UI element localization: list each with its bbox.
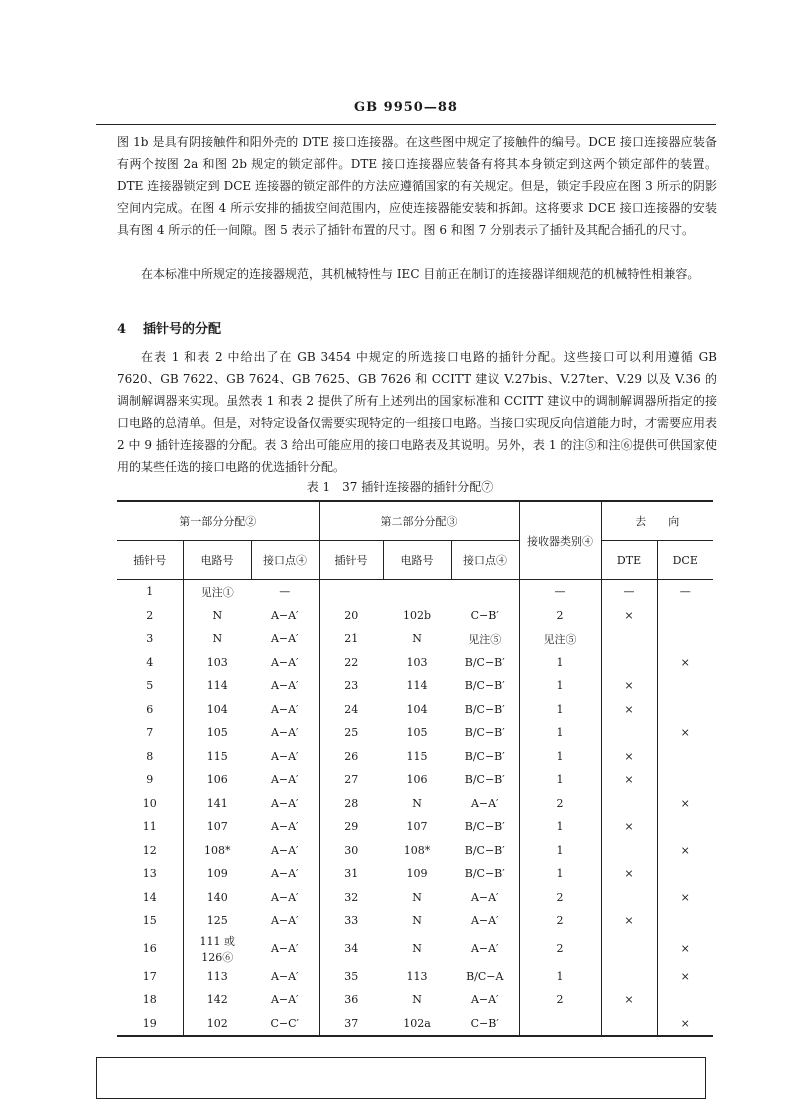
table-cell: N (412, 942, 422, 955)
group2-header: 第二部分分配③ (319, 501, 519, 541)
table-cell: 1 (519, 745, 601, 769)
table-cell: 21 (319, 627, 383, 651)
table-row (117, 721, 713, 745)
table-cell: 114 (183, 674, 251, 698)
table-cell: 1 (519, 768, 601, 792)
table-cell: 16 (142, 942, 157, 955)
table-cell: 102b (402, 608, 432, 622)
bottom-frame (96, 1057, 706, 1099)
table-cell: A−A′ (270, 726, 299, 740)
table-cell: 4 (146, 655, 154, 669)
receiver-class-header: 接收器类别④ (519, 501, 601, 580)
table-cell: C−C′ (270, 1016, 300, 1030)
table-cell (601, 965, 657, 989)
table-cell (657, 604, 713, 628)
table-cell: B/C−B′ (464, 679, 505, 693)
table-cell: A−A′ (470, 993, 499, 1007)
col-pin-1: 插针号 (133, 554, 167, 567)
table-cell: 2 (519, 604, 601, 628)
table-cell: × (601, 988, 657, 1012)
col-circuit-1: 电路号 (183, 541, 251, 580)
table-cell: 2 (146, 608, 154, 622)
table-cell: 1 (146, 585, 154, 599)
table-cell: × (601, 604, 657, 628)
table-cell: B/C−B′ (464, 820, 505, 834)
table-cell: A−A′ (470, 942, 499, 955)
table-cell: × (601, 674, 657, 698)
table-cell: 28 (319, 792, 383, 816)
table-cell: 103 (183, 651, 251, 675)
table-cell: B/C−B′ (464, 867, 505, 881)
table-cell: 142 (183, 988, 251, 1012)
table-row (117, 933, 713, 965)
table-cell: × (657, 839, 713, 863)
table-cell: 29 (319, 815, 383, 839)
paragraph-connector-locking: 图 1b 是具有阴接触件和阳外壳的 DTE 接口连接器。在这些图中规定了接触件的编号。DCE 接口连接器应装备有两个按图 2a 和图 2b 规定的锁定部件。DTE 接口连接器应装备有将其本身锁定到这两个锁定部件的装置。DTE 连接器锁定到 DCE 连接器的锁定部件的方法应遵循国家的有关规定。但是，锁定手段应在图 3 所示的阴影空间内完成。在图 4 所示安排的插拔空间范围内，应使连接器能安装和拆卸。这将要求 DCE 接口连接器的安装具有图 4 所示的任一间隙。图 5 表示了插针布置的尺寸。图 6 和图 7 分别表示了插针及其配合插孔的尺寸。 (117, 135, 717, 237)
table-cell: N (183, 604, 251, 628)
table-cell (601, 839, 657, 863)
table-cell: × (601, 862, 657, 886)
table-cell: 1 (519, 721, 601, 745)
table-cell: — (657, 580, 713, 604)
table-cell: 1 (519, 651, 601, 675)
table-cell (657, 627, 713, 651)
table-cell: 23 (319, 674, 383, 698)
table-cell (657, 862, 713, 886)
table-cell (601, 721, 657, 745)
table-cell (657, 674, 713, 698)
page-header-code: GB 9950—88 (354, 100, 458, 115)
table-cell: 113 (406, 969, 428, 983)
table-cell: 1 (519, 698, 601, 722)
table-cell: A−A′ (270, 796, 299, 810)
col-dte: DTE (601, 541, 657, 580)
table-cell: 36 (319, 988, 383, 1012)
table-cell (601, 1012, 657, 1037)
table-cell: 14 (142, 890, 157, 904)
table-cell: A−A′ (270, 820, 299, 834)
table-cell: A−A′ (270, 993, 299, 1007)
table-cell: N (412, 796, 422, 810)
table-cell: 2 (519, 886, 601, 910)
table-cell: 106 (406, 773, 428, 787)
direction-header: 去 向 (601, 501, 713, 541)
table-cell: × (601, 745, 657, 769)
table-cell: A−A′ (270, 914, 299, 928)
table-cell (601, 792, 657, 816)
table-cell: × (601, 698, 657, 722)
table-cell: 114 (406, 679, 428, 693)
table-row (117, 909, 713, 933)
table-cell: 1 (519, 815, 601, 839)
table-cell: × (601, 768, 657, 792)
table-row (117, 862, 713, 886)
table-cell (601, 651, 657, 675)
table-cell: N (183, 627, 251, 651)
table-cell: 19 (142, 1016, 157, 1030)
table-cell: 2 (519, 792, 601, 816)
table-cell: — (519, 580, 601, 604)
table-cell (657, 745, 713, 769)
table-cell: B/C−B′ (464, 749, 505, 763)
table-cell: 140 (183, 886, 251, 910)
table-cell: 125 (183, 909, 251, 933)
table-cell: 105 (183, 721, 251, 745)
table-cell: 9 (146, 773, 154, 787)
table-cell: 见注⑤ (468, 632, 502, 646)
table-cell: N (412, 914, 422, 928)
table-cell (601, 627, 657, 651)
table-cell: × (657, 933, 713, 965)
table-cell: 31 (319, 862, 383, 886)
table-cell: C−B′ (470, 608, 499, 622)
group1-header: 第一部分分配② (117, 501, 319, 541)
table-cell (657, 698, 713, 722)
table-cell: 108* (183, 839, 251, 863)
table-cell: A−A′ (270, 749, 299, 763)
table-row (117, 651, 713, 675)
table-row (117, 988, 713, 1012)
table-cell: 105 (406, 726, 428, 740)
paragraph-iec-compat: 在本标准中所规定的连接器规范，其机械特性与 IEC 目前正在制订的连接器详细规范的机械特性相兼容。 (141, 267, 700, 281)
table-cell: A−A′ (270, 608, 299, 622)
table-cell: × (657, 721, 713, 745)
table-cell: A−A′ (270, 632, 299, 646)
table-row (117, 745, 713, 769)
table-row (117, 768, 713, 792)
table-cell: 107 (406, 820, 428, 834)
table-cell: A−A′ (270, 890, 299, 904)
table-cell: 22 (319, 651, 383, 675)
col-pin-2: 插针号 (319, 541, 383, 580)
table-cell: 26 (319, 745, 383, 769)
table-row (117, 815, 713, 839)
table-row (117, 839, 713, 863)
table-cell: × (657, 1012, 713, 1037)
table-cell: A−A′ (270, 942, 299, 955)
table-cell: 107 (183, 815, 251, 839)
header-rule (96, 124, 716, 125)
table-cell: 见注① (183, 580, 251, 604)
table-cell: 见注⑤ (519, 627, 601, 651)
table-cell: 115 (183, 745, 251, 769)
table-cell: 12 (142, 843, 157, 857)
table-cell: A−A′ (470, 890, 499, 904)
table-cell: B/C−B′ (464, 843, 505, 857)
table-cell: C−B′ (470, 1016, 499, 1030)
table-cell (451, 580, 519, 604)
table-cell: 3 (146, 632, 154, 646)
table-cell: 11 (142, 820, 157, 834)
table-cell: 109 (183, 862, 251, 886)
table-row (117, 1012, 713, 1037)
table-cell: A−A′ (270, 655, 299, 669)
table-cell (657, 768, 713, 792)
table-cell: 109 (406, 867, 428, 881)
table-cell: 103 (406, 655, 428, 669)
table-cell: 20 (319, 604, 383, 628)
table-cell: 102 (183, 1012, 251, 1037)
paragraph-pin-assignment: 在表 1 和表 2 中给出了在 GB 3454 中规定的所选接口电路的插针分配。这些接口可以利用遵循 GB 7620、GB 7622、GB 7624、GB 7625、GB 7626 和 CCITT 建议 V.27bis、V.27ter、V.29 以及 V.36 的调制解调器来实现。虽然表 1 和表 2 提供了所有上述列出的国家标准和 CCITT 建议中的调制解调器所指定的接口电路的总清单。但是，对特定设备仅需要实现特定的一组接口电路。当接口实现反向信道能力时，才需要应用表 2 中 9 插针连接器的分配。表 3 给出可能应用的接口电路表及其说明。另外，表 1 的注⑤和注⑥提供可供国家使用的某些任选的接口电路的优选插针分配。 (117, 350, 718, 474)
table-cell: 24 (319, 698, 383, 722)
table-cell (601, 933, 657, 965)
table-cell: 30 (319, 839, 383, 863)
table-cell: 1 (519, 965, 601, 989)
table-cell: N (412, 993, 422, 1007)
table-cell: 18 (142, 993, 157, 1007)
table-cell: 35 (319, 965, 383, 989)
table-cell: 115 (406, 749, 428, 763)
table-cell (657, 909, 713, 933)
table-cell: 104 (406, 702, 428, 716)
table-cell: A−A′ (270, 843, 299, 857)
pin-assignment-table (117, 500, 713, 1037)
table-cell: × (657, 651, 713, 675)
section-heading (117, 318, 221, 337)
table-cell: — (279, 585, 291, 599)
col-interface-2: 接口点④ (451, 541, 519, 580)
table-cell: 1 (519, 674, 601, 698)
table-cell: A−A′ (270, 773, 299, 787)
table-cell: 106 (183, 768, 251, 792)
table-row (117, 580, 713, 604)
table-cell: N (412, 890, 422, 904)
table-cell: 104 (183, 698, 251, 722)
table-cell: × (657, 792, 713, 816)
table-cell: 2 (519, 988, 601, 1012)
section-number: 4 (117, 322, 127, 337)
table-row (117, 792, 713, 816)
table-row (117, 604, 713, 628)
section-title: 插针号的分配 (143, 322, 222, 337)
table-cell: 15 (142, 914, 157, 928)
table-cell: A−A′ (270, 867, 299, 881)
table-cell (657, 988, 713, 1012)
table-cell: 108* (403, 843, 431, 857)
table-cell: A−A′ (470, 914, 499, 928)
table-cell: A−A′ (270, 702, 299, 716)
table-row (117, 674, 713, 698)
col-interface-1: 接口点④ (251, 541, 319, 580)
col-circuit-2: 电路号 (383, 541, 451, 580)
table-caption: 表 1 37 插针连接器的插针分配⑦ (306, 480, 494, 494)
table-cell: A−A′ (470, 796, 499, 810)
table-cell: 1 (519, 839, 601, 863)
table-cell (657, 815, 713, 839)
table-cell: × (657, 886, 713, 910)
table-cell: 13 (142, 867, 157, 881)
table-cell (383, 580, 451, 604)
table-cell: 17 (142, 969, 157, 983)
table-cell: 111 或 126⑥ (183, 933, 251, 965)
table-cell (519, 1012, 601, 1037)
table-cell: 5 (146, 679, 154, 693)
table-cell: 2 (519, 933, 601, 965)
table-cell: B/C−B′ (464, 773, 505, 787)
table-cell (319, 580, 383, 604)
table-cell: 113 (183, 965, 251, 989)
table-row (117, 965, 713, 989)
table-cell: × (601, 909, 657, 933)
table-cell: 27 (319, 768, 383, 792)
table-cell: — (601, 580, 657, 604)
table-cell: 141 (183, 792, 251, 816)
table-cell: 1 (519, 862, 601, 886)
table-cell: × (601, 815, 657, 839)
table-cell: 25 (319, 721, 383, 745)
table-row (117, 627, 713, 651)
table-cell (601, 886, 657, 910)
table-cell: B/C−B′ (464, 702, 505, 716)
table-cell: 37 (319, 1012, 383, 1037)
table-cell: 33 (319, 909, 383, 933)
table-row (117, 698, 713, 722)
table-cell: 6 (146, 702, 154, 716)
table-cell: B/C−A (466, 969, 504, 983)
table-cell: 32 (319, 886, 383, 910)
table-row (117, 886, 713, 910)
table-cell: 8 (146, 749, 154, 763)
table-cell: 34 (319, 933, 383, 965)
table-cell: A−A′ (270, 679, 299, 693)
table-cell: B/C−B′ (464, 726, 505, 740)
table-cell: N (412, 632, 422, 646)
col-dce: DCE (657, 541, 713, 580)
table-cell: 2 (519, 909, 601, 933)
table-cell: 10 (142, 796, 157, 810)
table-cell: 102a (403, 1016, 431, 1030)
table-cell: 7 (146, 726, 154, 740)
table-cell: × (657, 965, 713, 989)
table-body (117, 580, 713, 1037)
table-cell: A−A′ (270, 969, 299, 983)
table-cell: B/C−B′ (464, 655, 505, 669)
